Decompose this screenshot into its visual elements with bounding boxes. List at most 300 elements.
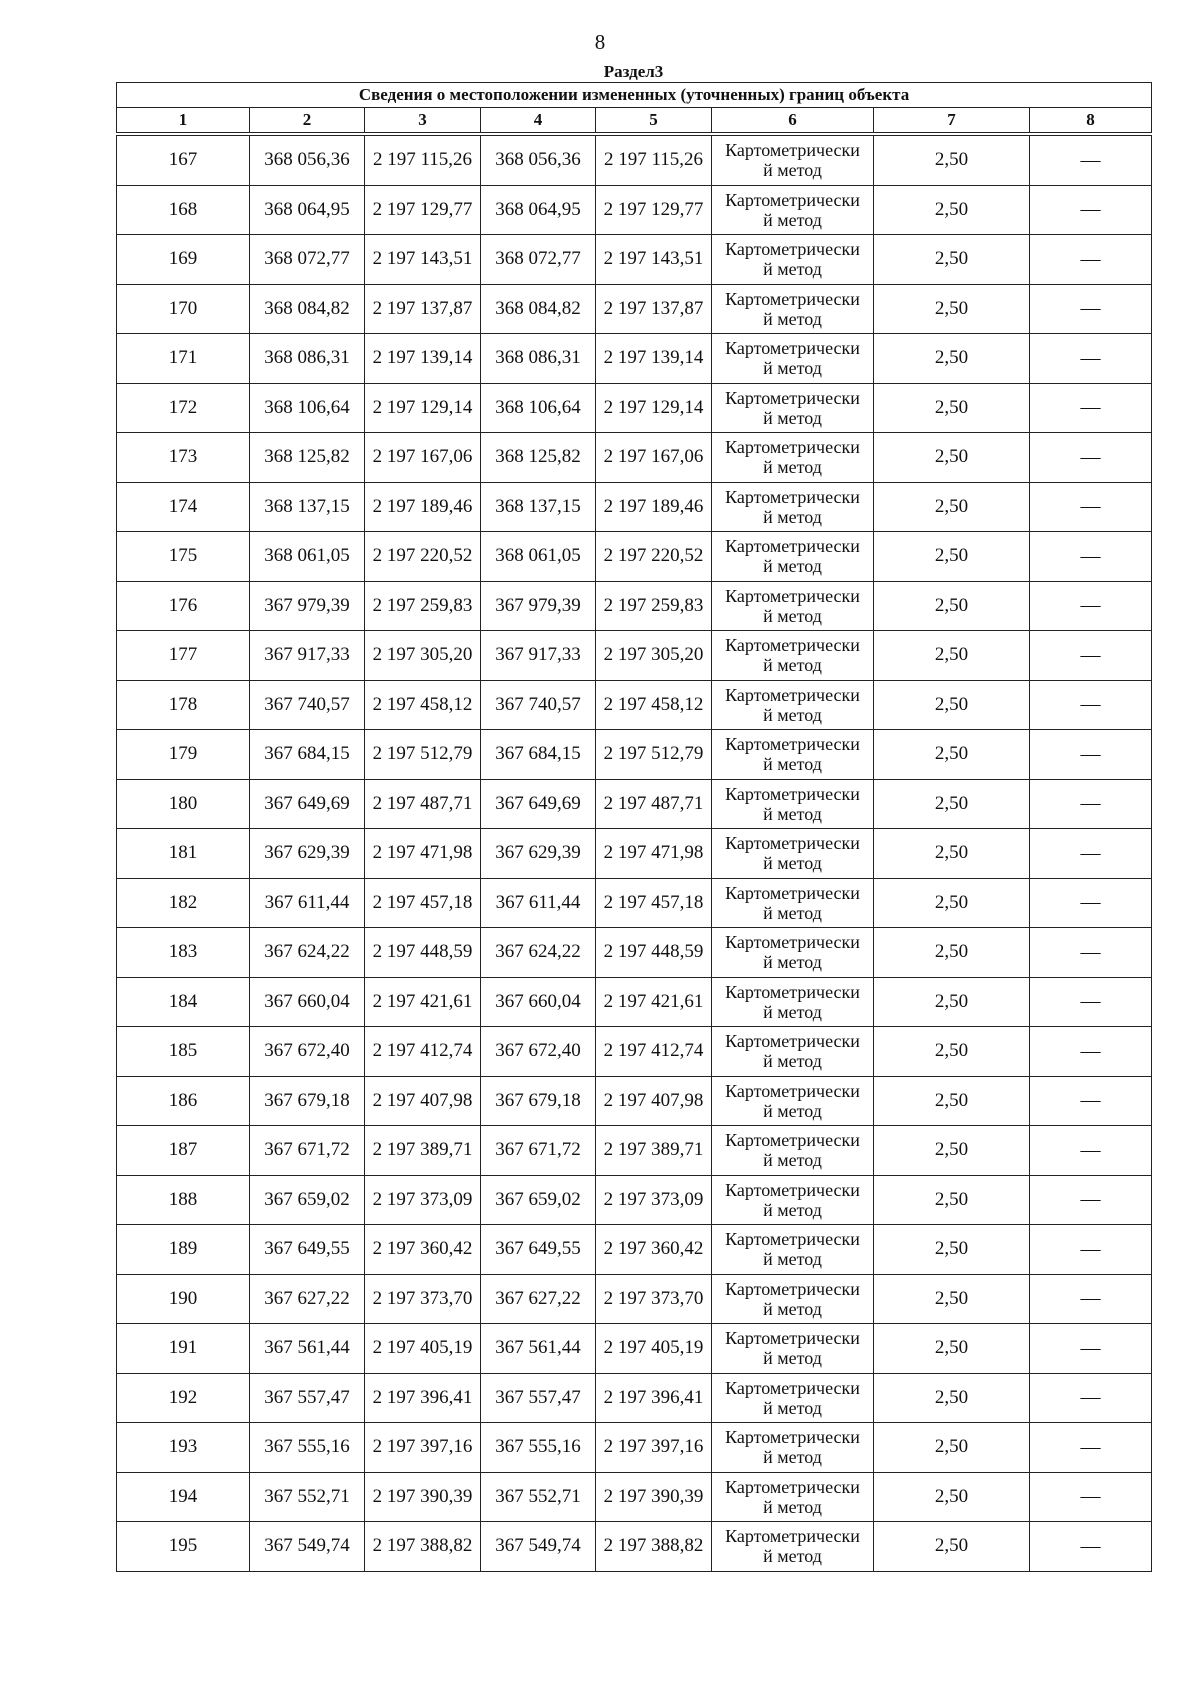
- x-coordinate-refined-cell: 367 659,02: [481, 1175, 596, 1225]
- method-text-line2: й метод: [763, 457, 822, 478]
- method-cell: [712, 1027, 874, 1077]
- point-number-cell: 188: [117, 1175, 250, 1225]
- y-coordinate-existing-cell: 2 197 259,83: [365, 581, 481, 631]
- note-cell: —: [1030, 1076, 1152, 1126]
- accuracy-cell: 2,50: [874, 779, 1030, 829]
- point-number-cell: 179: [117, 730, 250, 780]
- y-coordinate-refined-cell: 2 197 512,79: [596, 730, 712, 780]
- method-text-line1: Картометрически: [725, 932, 860, 953]
- method-text-line1: Картометрически: [725, 1377, 860, 1398]
- accuracy-cell: 2,50: [874, 928, 1030, 978]
- y-coordinate-existing-cell: 2 197 457,18: [365, 878, 481, 928]
- y-coordinate-refined-cell: 2 197 189,46: [596, 482, 712, 532]
- method-text-line1: Картометрически: [725, 1526, 860, 1547]
- table-row: [117, 136, 1152, 186]
- y-coordinate-existing-cell: 2 197 115,26: [365, 136, 481, 186]
- point-number-cell: 171: [117, 334, 250, 384]
- x-coordinate-existing-cell: 367 684,15: [250, 730, 365, 780]
- method-text-line2: й метод: [763, 1051, 822, 1072]
- x-coordinate-existing-cell: 368 086,31: [250, 334, 365, 384]
- accuracy-cell: 2,50: [874, 631, 1030, 681]
- x-coordinate-existing-cell: 368 106,64: [250, 383, 365, 433]
- method-text-line1: Картометрически: [725, 1179, 860, 1200]
- note-cell: —: [1030, 284, 1152, 334]
- y-coordinate-existing-cell: 2 197 405,19: [365, 1324, 481, 1374]
- accuracy-cell: 2,50: [874, 1027, 1030, 1077]
- method-text-line1: Картометрически: [725, 288, 860, 309]
- x-coordinate-existing-cell: 367 649,55: [250, 1225, 365, 1275]
- table-row: [117, 532, 1152, 582]
- x-coordinate-refined-cell: 367 549,74: [481, 1522, 596, 1572]
- column-header: 5: [596, 108, 712, 133]
- table-row: [117, 334, 1152, 384]
- method-cell: [712, 878, 874, 928]
- method-text-line2: й метод: [763, 209, 822, 230]
- x-coordinate-refined-cell: 367 555,16: [481, 1423, 596, 1473]
- x-coordinate-refined-cell: 367 627,22: [481, 1274, 596, 1324]
- note-cell: —: [1030, 1522, 1152, 1572]
- method-cell: [712, 1225, 874, 1275]
- y-coordinate-existing-cell: 2 197 220,52: [365, 532, 481, 582]
- y-coordinate-refined-cell: 2 197 129,14: [596, 383, 712, 433]
- method-text-line2: й метод: [763, 1199, 822, 1220]
- method-cell: [712, 284, 874, 334]
- accuracy-cell: 2,50: [874, 482, 1030, 532]
- note-cell: —: [1030, 1027, 1152, 1077]
- note-cell: —: [1030, 334, 1152, 384]
- note-cell: —: [1030, 1373, 1152, 1423]
- method-cell: [712, 631, 874, 681]
- x-coordinate-refined-cell: 368 086,31: [481, 334, 596, 384]
- method-text-line1: Картометрически: [725, 684, 860, 705]
- x-coordinate-refined-cell: 367 671,72: [481, 1126, 596, 1176]
- y-coordinate-refined-cell: 2 197 305,20: [596, 631, 712, 681]
- accuracy-cell: 2,50: [874, 136, 1030, 186]
- column-header: 2: [250, 108, 365, 133]
- point-number-cell: 181: [117, 829, 250, 879]
- method-text-line2: й метод: [763, 704, 822, 725]
- point-number-cell: 193: [117, 1423, 250, 1473]
- point-number-cell: 182: [117, 878, 250, 928]
- y-coordinate-refined-cell: 2 197 220,52: [596, 532, 712, 582]
- point-number-cell: 175: [117, 532, 250, 582]
- table-row: [117, 928, 1152, 978]
- y-coordinate-existing-cell: 2 197 396,41: [365, 1373, 481, 1423]
- point-number-cell: 168: [117, 185, 250, 235]
- method-text-line2: й метод: [763, 308, 822, 329]
- method-cell: [712, 482, 874, 532]
- y-coordinate-existing-cell: 2 197 397,16: [365, 1423, 481, 1473]
- table-row: [117, 1423, 1152, 1473]
- x-coordinate-refined-cell: 367 649,69: [481, 779, 596, 829]
- method-cell: [712, 1076, 874, 1126]
- y-coordinate-refined-cell: 2 197 388,82: [596, 1522, 712, 1572]
- x-coordinate-existing-cell: 367 659,02: [250, 1175, 365, 1225]
- accuracy-cell: 2,50: [874, 185, 1030, 235]
- table-row: [117, 977, 1152, 1027]
- point-number-cell: 180: [117, 779, 250, 829]
- accuracy-cell: 2,50: [874, 1225, 1030, 1275]
- y-coordinate-existing-cell: 2 197 189,46: [365, 482, 481, 532]
- x-coordinate-existing-cell: 367 979,39: [250, 581, 365, 631]
- x-coordinate-existing-cell: 367 557,47: [250, 1373, 365, 1423]
- method-text-line1: Картометрически: [725, 1476, 860, 1497]
- x-coordinate-existing-cell: 367 561,44: [250, 1324, 365, 1374]
- method-cell: [712, 1522, 874, 1572]
- accuracy-cell: 2,50: [874, 829, 1030, 879]
- method-cell: [712, 829, 874, 879]
- x-coordinate-refined-cell: 367 552,71: [481, 1472, 596, 1522]
- x-coordinate-existing-cell: 367 660,04: [250, 977, 365, 1027]
- method-cell: [712, 334, 874, 384]
- method-text-line2: й метод: [763, 506, 822, 527]
- x-coordinate-refined-cell: 367 660,04: [481, 977, 596, 1027]
- y-coordinate-existing-cell: 2 197 471,98: [365, 829, 481, 879]
- table-row: [117, 878, 1152, 928]
- y-coordinate-refined-cell: 2 197 360,42: [596, 1225, 712, 1275]
- coordinates-table: [116, 82, 1152, 1572]
- accuracy-cell: 2,50: [874, 1175, 1030, 1225]
- table-row: [117, 185, 1152, 235]
- method-text-line1: Картометрически: [725, 189, 860, 210]
- method-text-line2: й метод: [763, 803, 822, 824]
- method-cell: [712, 383, 874, 433]
- table-row: [117, 1274, 1152, 1324]
- y-coordinate-refined-cell: 2 197 139,14: [596, 334, 712, 384]
- point-number-cell: 177: [117, 631, 250, 681]
- method-text-line1: Картометрически: [725, 1031, 860, 1052]
- method-text-line2: й метод: [763, 1496, 822, 1517]
- method-text-line1: Картометрически: [725, 1130, 860, 1151]
- point-number-cell: 185: [117, 1027, 250, 1077]
- x-coordinate-existing-cell: 367 917,33: [250, 631, 365, 681]
- method-text-line2: й метод: [763, 853, 822, 874]
- x-coordinate-existing-cell: 367 552,71: [250, 1472, 365, 1522]
- method-cell: [712, 235, 874, 285]
- column-header: 6: [712, 108, 874, 133]
- table-body: [117, 136, 1152, 1572]
- method-text-line2: й метод: [763, 1298, 822, 1319]
- x-coordinate-refined-cell: 368 061,05: [481, 532, 596, 582]
- y-coordinate-refined-cell: 2 197 405,19: [596, 1324, 712, 1374]
- y-coordinate-refined-cell: 2 197 471,98: [596, 829, 712, 879]
- method-text-line2: й метод: [763, 1150, 822, 1171]
- y-coordinate-refined-cell: 2 197 448,59: [596, 928, 712, 978]
- table-row: [117, 680, 1152, 730]
- method-text-line2: й метод: [763, 1100, 822, 1121]
- x-coordinate-refined-cell: 367 679,18: [481, 1076, 596, 1126]
- x-coordinate-refined-cell: 367 917,33: [481, 631, 596, 681]
- x-coordinate-refined-cell: 367 561,44: [481, 1324, 596, 1374]
- x-coordinate-refined-cell: 368 056,36: [481, 136, 596, 186]
- y-coordinate-existing-cell: 2 197 407,98: [365, 1076, 481, 1126]
- method-text-line2: й метод: [763, 902, 822, 923]
- y-coordinate-refined-cell: 2 197 167,06: [596, 433, 712, 483]
- point-number-cell: 190: [117, 1274, 250, 1324]
- method-cell: [712, 532, 874, 582]
- method-text-line1: Картометрически: [725, 635, 860, 656]
- y-coordinate-refined-cell: 2 197 458,12: [596, 680, 712, 730]
- accuracy-cell: 2,50: [874, 532, 1030, 582]
- note-cell: —: [1030, 878, 1152, 928]
- point-number-cell: 192: [117, 1373, 250, 1423]
- method-cell: [712, 1472, 874, 1522]
- y-coordinate-existing-cell: 2 197 487,71: [365, 779, 481, 829]
- x-coordinate-refined-cell: 368 072,77: [481, 235, 596, 285]
- method-cell: [712, 928, 874, 978]
- y-coordinate-refined-cell: 2 197 143,51: [596, 235, 712, 285]
- y-coordinate-refined-cell: 2 197 457,18: [596, 878, 712, 928]
- table-row: [117, 383, 1152, 433]
- x-coordinate-existing-cell: 367 740,57: [250, 680, 365, 730]
- y-coordinate-existing-cell: 2 197 448,59: [365, 928, 481, 978]
- x-coordinate-refined-cell: 368 106,64: [481, 383, 596, 433]
- method-cell: [712, 1274, 874, 1324]
- accuracy-cell: 2,50: [874, 1423, 1030, 1473]
- table-row: [117, 779, 1152, 829]
- x-coordinate-existing-cell: 367 671,72: [250, 1126, 365, 1176]
- note-cell: —: [1030, 1472, 1152, 1522]
- table-row: [117, 433, 1152, 483]
- note-cell: —: [1030, 1324, 1152, 1374]
- accuracy-cell: 2,50: [874, 1472, 1030, 1522]
- note-cell: —: [1030, 482, 1152, 532]
- x-coordinate-refined-cell: 368 137,15: [481, 482, 596, 532]
- y-coordinate-existing-cell: 2 197 412,74: [365, 1027, 481, 1077]
- x-coordinate-existing-cell: 368 064,95: [250, 185, 365, 235]
- x-coordinate-existing-cell: 367 629,39: [250, 829, 365, 879]
- method-cell: [712, 433, 874, 483]
- method-text-line2: й метод: [763, 1546, 822, 1567]
- note-cell: —: [1030, 1225, 1152, 1275]
- table-row: [117, 1324, 1152, 1374]
- y-coordinate-existing-cell: 2 197 512,79: [365, 730, 481, 780]
- point-number-cell: 194: [117, 1472, 250, 1522]
- x-coordinate-existing-cell: 367 649,69: [250, 779, 365, 829]
- method-cell: [712, 1126, 874, 1176]
- method-text-line1: Картометрически: [725, 536, 860, 557]
- column-header: 1: [117, 108, 250, 133]
- method-cell: [712, 136, 874, 186]
- column-header: 7: [874, 108, 1030, 133]
- method-text-line1: Картометрически: [725, 1427, 860, 1448]
- method-text-line1: Картометрически: [725, 437, 860, 458]
- y-coordinate-refined-cell: 2 197 412,74: [596, 1027, 712, 1077]
- method-text-line1: Картометрически: [725, 783, 860, 804]
- section-label: Раздел3: [603, 62, 664, 81]
- accuracy-cell: 2,50: [874, 581, 1030, 631]
- x-coordinate-refined-cell: 367 611,44: [481, 878, 596, 928]
- method-text-line1: Картометрически: [725, 981, 860, 1002]
- y-coordinate-refined-cell: 2 197 115,26: [596, 136, 712, 186]
- note-cell: —: [1030, 136, 1152, 186]
- point-number-cell: 191: [117, 1324, 250, 1374]
- method-text-line1: Картометрически: [725, 1328, 860, 1349]
- method-text-line2: й метод: [763, 754, 822, 775]
- method-text-line1: Картометрически: [725, 486, 860, 507]
- note-cell: —: [1030, 235, 1152, 285]
- x-coordinate-existing-cell: 367 611,44: [250, 878, 365, 928]
- y-coordinate-existing-cell: 2 197 129,14: [365, 383, 481, 433]
- method-text-line2: й метод: [763, 952, 822, 973]
- column-header: 8: [1030, 108, 1152, 133]
- x-coordinate-existing-cell: 368 056,36: [250, 136, 365, 186]
- accuracy-cell: 2,50: [874, 1076, 1030, 1126]
- table-row: [117, 1522, 1152, 1572]
- accuracy-cell: 2,50: [874, 1324, 1030, 1374]
- table-row: [117, 1472, 1152, 1522]
- point-number-cell: 170: [117, 284, 250, 334]
- y-coordinate-refined-cell: 2 197 396,41: [596, 1373, 712, 1423]
- x-coordinate-existing-cell: 367 624,22: [250, 928, 365, 978]
- method-text-line1: Картометрически: [725, 239, 860, 260]
- note-cell: —: [1030, 928, 1152, 978]
- note-cell: —: [1030, 1423, 1152, 1473]
- y-coordinate-existing-cell: 2 197 139,14: [365, 334, 481, 384]
- x-coordinate-refined-cell: 367 684,15: [481, 730, 596, 780]
- x-coordinate-refined-cell: 368 084,82: [481, 284, 596, 334]
- y-coordinate-existing-cell: 2 197 389,71: [365, 1126, 481, 1176]
- method-text-line1: Картометрически: [725, 882, 860, 903]
- point-number-cell: 178: [117, 680, 250, 730]
- point-number-cell: 184: [117, 977, 250, 1027]
- y-coordinate-refined-cell: 2 197 373,70: [596, 1274, 712, 1324]
- x-coordinate-existing-cell: 368 061,05: [250, 532, 365, 582]
- y-coordinate-existing-cell: 2 197 143,51: [365, 235, 481, 285]
- accuracy-cell: 2,50: [874, 1522, 1030, 1572]
- x-coordinate-existing-cell: 368 072,77: [250, 235, 365, 285]
- table-row: [117, 1126, 1152, 1176]
- y-coordinate-refined-cell: 2 197 421,61: [596, 977, 712, 1027]
- note-cell: —: [1030, 433, 1152, 483]
- method-cell: [712, 977, 874, 1027]
- x-coordinate-existing-cell: 367 679,18: [250, 1076, 365, 1126]
- table-row: [117, 284, 1152, 334]
- page-number: 8: [594, 30, 606, 54]
- x-coordinate-existing-cell: 367 627,22: [250, 1274, 365, 1324]
- method-text-line2: й метод: [763, 358, 822, 379]
- accuracy-cell: 2,50: [874, 878, 1030, 928]
- point-number-cell: 187: [117, 1126, 250, 1176]
- y-coordinate-refined-cell: 2 197 487,71: [596, 779, 712, 829]
- method-text-line2: й метод: [763, 655, 822, 676]
- table-row: [117, 482, 1152, 532]
- method-text-line1: Картометрически: [725, 585, 860, 606]
- accuracy-cell: 2,50: [874, 284, 1030, 334]
- y-coordinate-refined-cell: 2 197 390,39: [596, 1472, 712, 1522]
- note-cell: —: [1030, 185, 1152, 235]
- method-text-line2: й метод: [763, 556, 822, 577]
- table-row: [117, 730, 1152, 780]
- point-number-cell: 176: [117, 581, 250, 631]
- table-row: [117, 1225, 1152, 1275]
- accuracy-cell: 2,50: [874, 730, 1030, 780]
- y-coordinate-refined-cell: 2 197 129,77: [596, 185, 712, 235]
- method-cell: [712, 730, 874, 780]
- y-coordinate-existing-cell: 2 197 390,39: [365, 1472, 481, 1522]
- table-title: Сведения о местоположении измененных (уточненных) границ объекта: [117, 83, 1152, 108]
- accuracy-cell: 2,50: [874, 1274, 1030, 1324]
- y-coordinate-refined-cell: 2 197 407,98: [596, 1076, 712, 1126]
- table-row: [117, 1076, 1152, 1126]
- y-coordinate-existing-cell: 2 197 360,42: [365, 1225, 481, 1275]
- y-coordinate-existing-cell: 2 197 388,82: [365, 1522, 481, 1572]
- x-coordinate-existing-cell: 368 125,82: [250, 433, 365, 483]
- method-text-line2: й метод: [763, 605, 822, 626]
- method-text-line2: й метод: [763, 1001, 822, 1022]
- y-coordinate-existing-cell: 2 197 373,09: [365, 1175, 481, 1225]
- point-number-cell: 174: [117, 482, 250, 532]
- point-number-cell: 183: [117, 928, 250, 978]
- table-row: [117, 829, 1152, 879]
- column-header: 4: [481, 108, 596, 133]
- table-row: [117, 581, 1152, 631]
- y-coordinate-existing-cell: 2 197 305,20: [365, 631, 481, 681]
- method-text-line2: й метод: [763, 1249, 822, 1270]
- method-cell: [712, 1423, 874, 1473]
- note-cell: —: [1030, 730, 1152, 780]
- note-cell: —: [1030, 977, 1152, 1027]
- point-number-cell: 167: [117, 136, 250, 186]
- method-text-line2: й метод: [763, 259, 822, 280]
- x-coordinate-refined-cell: 367 649,55: [481, 1225, 596, 1275]
- table-row: [117, 235, 1152, 285]
- accuracy-cell: 2,50: [874, 383, 1030, 433]
- method-cell: [712, 581, 874, 631]
- x-coordinate-refined-cell: 367 624,22: [481, 928, 596, 978]
- method-text-line2: й метод: [763, 160, 822, 181]
- method-cell: [712, 779, 874, 829]
- y-coordinate-refined-cell: 2 197 397,16: [596, 1423, 712, 1473]
- method-text-line1: Картометрически: [725, 140, 860, 161]
- note-cell: —: [1030, 829, 1152, 879]
- y-coordinate-refined-cell: 2 197 373,09: [596, 1175, 712, 1225]
- note-cell: —: [1030, 631, 1152, 681]
- method-text-line1: Картометрически: [725, 1229, 860, 1250]
- y-coordinate-refined-cell: 2 197 389,71: [596, 1126, 712, 1176]
- y-coordinate-refined-cell: 2 197 259,83: [596, 581, 712, 631]
- method-text-line2: й метод: [763, 1447, 822, 1468]
- point-number-cell: 186: [117, 1076, 250, 1126]
- note-cell: —: [1030, 1126, 1152, 1176]
- column-header-row: [117, 108, 1152, 133]
- x-coordinate-refined-cell: 367 740,57: [481, 680, 596, 730]
- x-coordinate-existing-cell: 367 549,74: [250, 1522, 365, 1572]
- point-number-cell: 173: [117, 433, 250, 483]
- method-cell: [712, 680, 874, 730]
- method-cell: [712, 185, 874, 235]
- point-number-cell: 169: [117, 235, 250, 285]
- method-cell: [712, 1324, 874, 1374]
- point-number-cell: 195: [117, 1522, 250, 1572]
- y-coordinate-refined-cell: 2 197 137,87: [596, 284, 712, 334]
- accuracy-cell: 2,50: [874, 235, 1030, 285]
- y-coordinate-existing-cell: 2 197 137,87: [365, 284, 481, 334]
- x-coordinate-refined-cell: 368 125,82: [481, 433, 596, 483]
- point-number-cell: 172: [117, 383, 250, 433]
- table-row: [117, 1027, 1152, 1077]
- method-text-line1: Картометрически: [725, 734, 860, 755]
- method-text-line1: Картометрически: [725, 338, 860, 359]
- point-number-cell: 189: [117, 1225, 250, 1275]
- note-cell: —: [1030, 383, 1152, 433]
- note-cell: —: [1030, 1175, 1152, 1225]
- note-cell: —: [1030, 1274, 1152, 1324]
- table-row: [117, 631, 1152, 681]
- note-cell: —: [1030, 532, 1152, 582]
- method-text-line2: й метод: [763, 407, 822, 428]
- method-text-line2: й метод: [763, 1397, 822, 1418]
